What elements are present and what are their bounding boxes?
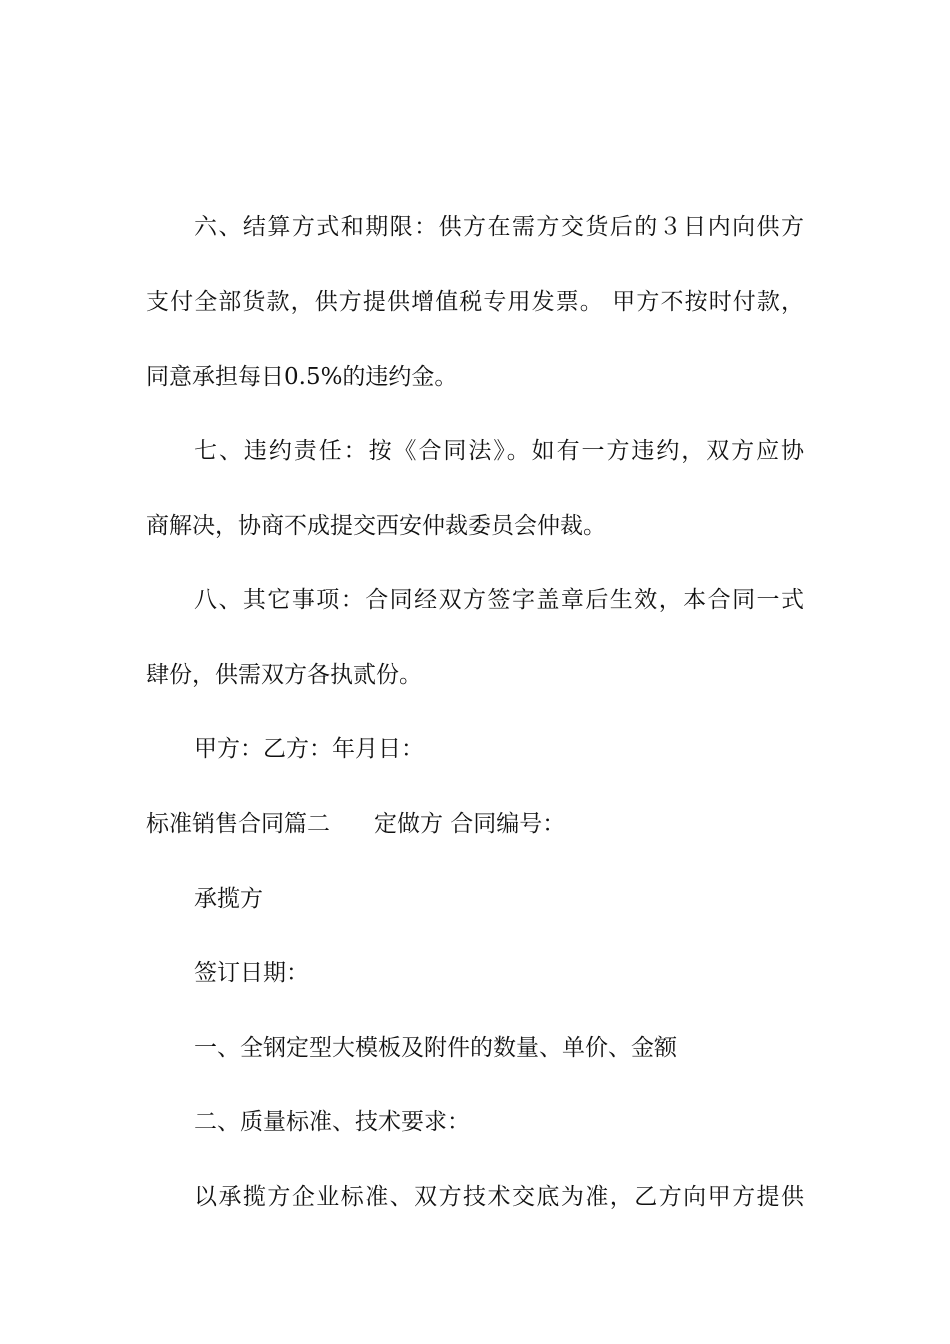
section-title: 标准销售合同篇二 xyxy=(146,811,330,837)
clause-6-line-3: 同意承担每日0.5%的违约金。 xyxy=(146,364,458,390)
clause-6-line-2: 支付全部货款，供方提供增值税专用发票。 甲方不按时付款， xyxy=(146,289,804,315)
clause-8-line-2: 肆份，供需双方各执贰份。 xyxy=(146,662,422,688)
item-2-heading: 二、质量标准、技术要求： xyxy=(194,1109,470,1135)
signing-date-label: 签订日期： xyxy=(194,960,309,986)
contractor-label: 承揽方 xyxy=(194,886,263,912)
clause-7-line-1: 七、违约责任：按《合同法》。如有一方违约，双方应协 xyxy=(194,438,804,464)
signature-line: 甲方：乙方：年月日： xyxy=(194,736,424,762)
contract-number-label: 定做方 合同编号： xyxy=(374,811,566,837)
clause-8-line-1: 八、其它事项：合同经双方签字盖章后生效，本合同一式 xyxy=(194,587,804,613)
clause-7-line-2: 商解决，协商不成提交西安仲裁委员会仲裁。 xyxy=(146,513,606,539)
section-heading-line xyxy=(146,809,565,839)
item-2-body-line-1: 以承揽方企业标准、双方技术交底为准，乙方向甲方提供 xyxy=(194,1184,804,1210)
clause-6-line-1: 六、结算方式和期限：供方在需方交货后的３日内向供方 xyxy=(194,214,804,240)
item-1-heading: 一、全钢定型大模板及附件的数量、单价、金额 xyxy=(194,1035,677,1061)
